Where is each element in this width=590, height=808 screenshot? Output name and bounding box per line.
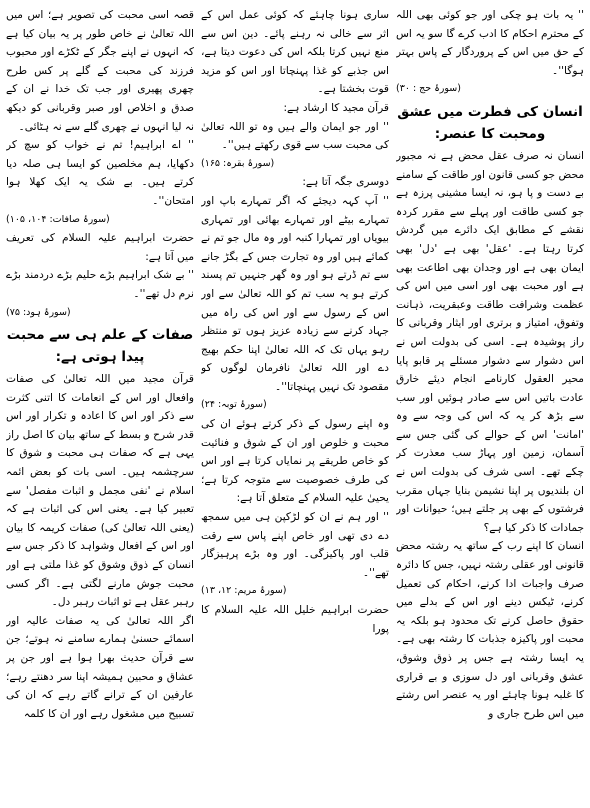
paragraph: وہ اپنے رسول کے ذکر کرتے ہوئے ان کی محبت و خلوص اور ان کے شوق و فنائیت کو خاص طریقے پر نمایاں کرتا ہے اور اس کی طرف خصوصیت سے متوجہ کرتا ہے؛ یحییٰ علیہ السلام کے متعلق آتا ہے: bbox=[201, 418, 389, 505]
paragraph: قصہ اسی محبت کی تصویر ہے؛ اس میں اللہ تعالیٰ نے خاص طور پر یہ بیان کیا ہے کہ انہوں نے اپنے جگر کے ٹکڑے اور محبوب فرزند کی محبت کے گلے پر کس طرح چھری پھیری اور جب تک خدا نے ان کے صدق و اخلاص اور صبر وقربانی کو دیکھ نہ لیا انہوں نے چھری گلے سے نہ ہٹائی۔ bbox=[6, 9, 194, 133]
quran-quote: '' آپ کہہ دیجئے کہ اگر تمہارے باپ اور تمہارے بیٹے اور تمہارے بھائی اور تمہاری بیویاں اور تمہارا کنبہ اور وہ مال جو تم نے کمائے ہیں اور وہ تجارت جس کے بگڑ جانے سے تم ڈرتے ہو اور وہ گھر جنہیں تم پسند کرتے ہو یہ سب تم کو اللہ تعالیٰ سے اور اس کے رسول سے اور اس کی راہ میں جہاد کرنے سے زیادہ عزیز ہوں تو منتظر رہو یہاں تک کہ اللہ تعالیٰ اپنا حکم بھیج دے اور اللہ تعالیٰ نافرمان لوگوں کو مقصود تک نہیں پہنچاتا''۔ bbox=[201, 194, 389, 393]
section-heading-human-nature: انسان کی فطرت میں عشق ومحبت کا عنصر: bbox=[397, 103, 583, 142]
intro-quote: '' یہ بات ہو چکی اور جو کوئی بھی اللہ کے محترم احکام کا ادب کرے گا سو یہ اس کے حق میں اس کے پروردگار کے پاس بہتر ہوگا''۔ bbox=[396, 9, 584, 77]
quran-quote: '' اور جو ایمان والے ہیں وہ تو اللہ تعالیٰ کی محبت سب سے قوی رکھتے ہیں''۔ bbox=[201, 120, 389, 152]
quran-quote: '' بے شک ابراہیم بڑے حلیم بڑے دردمند بڑے نرم دل تھے''۔ bbox=[6, 269, 194, 300]
paragraph: اگر اللہ تعالیٰ کی یہ صفات عالیہ اور اسمائے حسنیٰ ہمارے سامنے نہ ہوتے؛ جن سے قرآن حدیث بھرا ہوا ہے اور جن پر عشاق و محبین ہمیشہ اپنا سر دھنتے رہے؛ عارفین ان کے ترانے گاتے رہے کہ ان کی تسبیح میں مشغول رہے اور ان کا کلمہ bbox=[6, 614, 194, 720]
quran-quote: '' اور ہم نے ان کو لڑکپن ہی میں سمجھ دے دی تھی اور خاص اپنے پاس سے رقت قلب اور پاکیزگی۔ اور وہ بڑے پرہیزگار تھے''۔ bbox=[201, 511, 389, 579]
column-left bbox=[6, 6, 194, 804]
paragraph: انسان نہ صرف عقل محض ہے نہ مجبور محض جو کسی قانون اور طاقت کے سامنے بے دست و پا ہو، نہ ایسا مشینی پرزہ ہے جو کسی طاقت اور پہلے سے مقرر کردہ نقشے کے مطابق ایک دائرے میں گردش کرتا رہتا ہے۔ 'عقل' بھی ہے 'دل' بھی ایمان بھی ہے اور وجدان بھی اطاعت بھی ہے اور محبت بھی اور اسی میں اس کی عظمت وشرافت طاقت وعبقریت، ذہانت وتفوق، امتیاز و برتری اور ایثار وقربانی کا راز پوشیدہ ہے۔ اسی کی بدولت اس نے اس دشوار سے دشوار مسئلے پر قابو پایا محیر العقول کارنامے انجام دیئے خارق عادت باتیں اس سے صادر ہوئیں اور سب سے بڑھ کر یہ کہ اس کی وجہ سے وہ 'امانت' اس کے حوالے کی گئی جس سے آسمان، زمین اور پہاڑ سب معذرت کر چکے تھے۔ اسی شرف کی بدولت اس نے ان بلندیوں پر اپنا نشیمن بنایا جہاں مقرب فرشتوں کے بھی پر جلتے ہیں؛ حیوانات اور جمادات کا ذکر کیا ہے؟ bbox=[396, 149, 584, 534]
paragraph: ساری ہونا چاہئے کہ کوئی عمل اس کے اثر سے خالی نہ رہنے پائے۔ دین اس سے منع نہیں کرتا بلکہ اس کی دعوت دیتا ہے، اس جذبے کو غذا پہنچاتا اور اس کو مزید قوت بخشتا ہے۔ bbox=[201, 9, 389, 96]
quote-reference: (سورۂ صافات: ۱۰۴، ۱۰۵) bbox=[6, 213, 110, 225]
paragraph: قرآن مجید کا ارشاد ہے: bbox=[283, 101, 389, 114]
section-heading-attributes: صفات کے علم ہی سے محبت پیدا ہوتی ہے: bbox=[6, 327, 194, 366]
quran-quote: '' اے ابراہیم! تم نے خواب کو سچ کر دکھایا، ہم مخلصین کو ایسا ہی صلہ دیا کرتے ہیں۔ بے شک یہ ایک کھلا ہوا امتحان''۔ bbox=[6, 139, 194, 207]
intro-quote-reference: (سورۂ حج : ۳۰) bbox=[396, 83, 461, 95]
quote-reference: (سورۂ مریم: ۱۲، ۱۳) bbox=[201, 585, 287, 597]
paragraph: حضرت ابراہیم علیہ السلام کی تعریف میں آتا ہے: bbox=[6, 232, 194, 263]
paragraph: حضرت ابراہیم خلیل اللہ علیہ السلام کا پورا bbox=[201, 604, 389, 635]
quote-reference: (سورۂ بقرہ: ۱۶۵) bbox=[201, 157, 275, 169]
column-right bbox=[396, 6, 584, 804]
paragraph: دوسری جگہ آتا ہے: bbox=[302, 176, 389, 189]
quote-reference: (سورۂ ہود: ۷۵) bbox=[6, 306, 71, 318]
column-middle bbox=[201, 6, 389, 804]
paragraph: قرآن مجید میں اللہ تعالیٰ کی صفات وافعال اور اس کے انعامات کا اتنی کثرت سے ذکر اور اس کا اعادہ و تکرار اور اس قدر شرح و بسط کے ساتھ بیان کا اصل راز یہی ہے کہ صفات ہی محبت و شوق کا سرچشمہ ہیں۔ اسی بات کو بعض ائمہ اسلام نے 'نفی مجمل و اثبات مفصل' سے تعبیر کیا ہے۔ یعنی اس کی اثبات ہے کہ (یعنی اللہ تعالیٰ کی) صفات کریمہ کا بیان اور اس کے افعال وشواہد کا ذکر جس سے انسان کے ذوق وشوق کو غذا ملتی ہے اور محبت جوش مارنے لگتی ہے۔ اگر کسی رہبر عقل ہے تو اثبات رہبر دل۔ bbox=[6, 373, 194, 609]
quote-reference: (سورۂ توبہ: ۲۴) bbox=[201, 399, 267, 411]
paragraph: انسان کا اپنے رب کے ساتھ یہ رشتہ محض قانونی اور عقلی رشتہ نہیں، جس کا دائرہ صرف واجبات ادا کرنے، احکام کی تعمیل کرنے، ٹیکس دینے اور اس کے بدلے میں حقوق حاصل کرنے تک محدود ہو بلکہ یہ محبت اور پاکیزہ جذبات کا رشتہ بھی ہے۔ یہ ایسا رشتہ ہے جس پر ذوق وشوق، عشق وقربانی اور دل سوزی و بے قراری کا غلبہ ہونا چاہئے اور یہ عنصر اس رشتے میں اس طرح جاری و bbox=[396, 540, 584, 720]
